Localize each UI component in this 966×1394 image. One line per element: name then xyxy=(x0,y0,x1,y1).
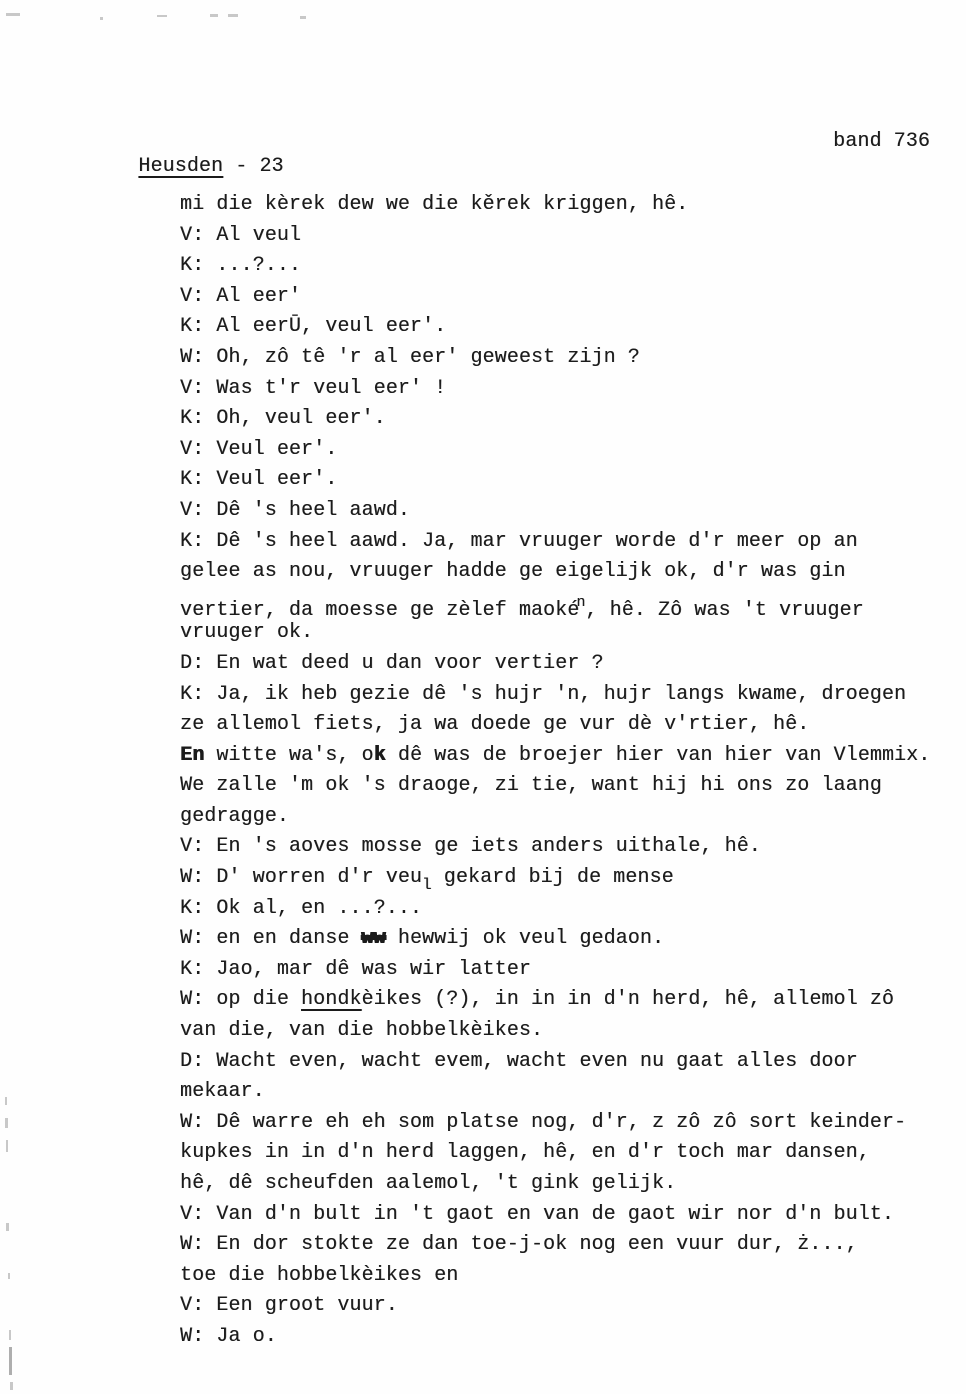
scan-artifact xyxy=(300,16,306,19)
transcript-line xyxy=(180,465,950,496)
transcript-line xyxy=(180,374,950,405)
text-segment: V: Veul eer'. xyxy=(180,437,338,461)
transcript-line xyxy=(180,221,950,252)
transcript-line xyxy=(180,496,950,527)
scan-artifact xyxy=(6,13,20,16)
text-segment: gelee as nou, vruuger hadde ge eigelijk ok, d'r was gin xyxy=(180,560,846,584)
transcript-line xyxy=(180,527,950,558)
scan-artifact xyxy=(6,1140,8,1152)
scan-artifact xyxy=(228,14,238,17)
transcript-line xyxy=(180,1077,950,1108)
text-segment-underline: hondk xyxy=(301,988,362,1012)
page-number: - 23 xyxy=(223,155,284,178)
text-segment: K: ...?... xyxy=(180,254,302,278)
text-segment: V: Van d'n bult in 't gaot en van de gaot wir nor d'n bult. xyxy=(180,1202,895,1226)
transcript-line xyxy=(180,1016,950,1047)
text-segment: hewwij ok veul gedaon. xyxy=(385,927,665,951)
text-segment: vruuger ok. xyxy=(180,621,314,645)
text-segment: V: Al eer' xyxy=(180,284,302,308)
text-segment: vertier, da moesse ge zèlef maoké xyxy=(180,598,580,622)
text-segment: K: Dê 's heel aawd. Ja, mar vruuger worde d'r meer op an xyxy=(180,529,858,553)
transcript-line xyxy=(180,741,950,772)
text-segment: mekaar. xyxy=(180,1080,265,1104)
text-segment: V: En 's aoves mosse ge iets anders uithale, hê. xyxy=(180,835,761,859)
scan-artifact xyxy=(100,17,103,20)
text-segment: K: Ja, ik heb gezie dê 's hujr 'n, hujr langs kwame, droegen xyxy=(180,682,907,706)
text-segment: W: En dor stokte ze dan toe-j-ok nog een vuur dur, ż..., xyxy=(180,1233,858,1257)
transcript-line xyxy=(180,680,950,711)
text-segment: toe die hobbelkèikes en xyxy=(180,1263,459,1287)
text-segment: D: Wacht even, wacht evem, wacht even nu gaat alles door xyxy=(180,1049,858,1073)
transcript-line xyxy=(180,343,950,374)
scan-artifact xyxy=(5,1118,8,1128)
transcript-line xyxy=(180,1261,950,1292)
text-segment: V: Al veul xyxy=(180,223,302,247)
text-segment: dê was de broejer hier van hier van Vlemmix. xyxy=(385,743,931,767)
transcript-line xyxy=(180,863,950,894)
text-segment: V: Dê 's heel aawd. xyxy=(180,498,410,522)
transcript-line xyxy=(180,955,950,986)
transcript-line xyxy=(180,618,950,649)
location-title: Heusden xyxy=(138,155,224,178)
text-segment: K: Jao, mar dê was wir latter xyxy=(180,957,531,981)
transcript-line xyxy=(180,435,950,466)
text-segment: mi die kèrek dew we die kěrek kriggen, hê. xyxy=(180,193,689,216)
text-segment: gekard bij de mense xyxy=(431,866,674,890)
transcript-line xyxy=(180,1108,950,1139)
text-segment: D: En wat deed u dan voor vertier ? xyxy=(180,651,604,675)
transcript-line xyxy=(180,894,950,925)
tape-reference: band 736 xyxy=(833,130,930,153)
text-segment-strike: ww xyxy=(361,927,386,951)
transcript-line xyxy=(180,1322,950,1353)
transcript-line xyxy=(180,985,950,1016)
text-segment: ze allemol fiets, ja wa doede ge vur dè v'rtier, hê. xyxy=(180,713,810,737)
transcript-line xyxy=(180,251,950,282)
text-segment: van die, van die hobbelkèikes. xyxy=(180,1019,544,1043)
transcript-line xyxy=(180,1047,950,1078)
transcript-line xyxy=(180,710,950,741)
transcript-line xyxy=(180,771,950,802)
text-segment: W: Oh, zô tê 'r al eer' geweest zijn ? xyxy=(180,345,640,369)
text-segment: èikes (?), in in in d'n herd, hê, allemol zô xyxy=(361,988,895,1012)
transcript-line xyxy=(180,802,950,833)
scan-artifact xyxy=(210,14,218,17)
scan-artifact xyxy=(8,1273,10,1279)
text-segment: K: Oh, veul eer'. xyxy=(180,407,386,431)
text-segment: hê, dê scheufden aalemol, 't gink gelijk. xyxy=(180,1172,677,1195)
transcript-line xyxy=(180,312,950,343)
transcript-line xyxy=(180,190,950,221)
transcript-line xyxy=(180,588,950,622)
text-segment: K: Veul eer'. xyxy=(180,468,338,492)
text-segment-sup: n xyxy=(576,593,586,611)
transcript-line xyxy=(180,1138,950,1169)
scan-artifact xyxy=(9,1347,12,1375)
text-segment: W: Ja o. xyxy=(180,1324,277,1348)
transcript-body xyxy=(180,190,950,1353)
scan-artifact xyxy=(6,1223,9,1231)
text-segment: , hê. Zô was 't vruuger xyxy=(585,598,864,622)
transcript-line xyxy=(180,832,950,863)
transcript-line xyxy=(180,1230,950,1261)
transcript-line xyxy=(180,924,950,955)
text-segment: witte wa's, o xyxy=(204,743,374,767)
transcript-line xyxy=(180,1200,950,1231)
text-segment: We zalle 'm ok 's draoge, zi tie, want hij hi ons zo laang xyxy=(180,774,882,798)
scan-artifact xyxy=(10,1382,13,1390)
text-segment-sub: l xyxy=(422,876,432,895)
text-segment: W: op die xyxy=(180,988,302,1012)
text-segment-bold: En xyxy=(180,743,205,767)
transcript-line xyxy=(180,557,950,588)
text-segment: gedragge. xyxy=(180,804,289,828)
text-segment: W: Dê warre eh eh som platse nog, d'r, z zô zô sort keinder- xyxy=(180,1110,907,1134)
transcript-line xyxy=(180,649,950,680)
scan-artifact xyxy=(157,15,167,17)
text-segment: V: Een groot vuur. xyxy=(180,1294,398,1318)
text-segment: kupkes in in d'n herd laggen, hê, en d'r toch mar dansen, xyxy=(180,1141,870,1165)
transcript-line xyxy=(180,404,950,435)
transcript-line xyxy=(180,282,950,313)
text-segment: K: Ok al, en ...?... xyxy=(180,896,423,920)
scan-artifact xyxy=(9,1330,11,1340)
transcript-line xyxy=(180,1169,950,1200)
text-segment: K: Al eerŪ, veul eer'. xyxy=(180,315,447,339)
text-segment-bold: k xyxy=(373,743,386,767)
text-segment: W: en en danse xyxy=(180,927,362,951)
text-segment: W: D' worren d'r veu xyxy=(180,866,423,890)
text-segment: V: Was t'r veul eer' ! xyxy=(180,376,447,400)
scan-artifact xyxy=(5,1097,7,1105)
transcript-line xyxy=(180,1291,950,1322)
